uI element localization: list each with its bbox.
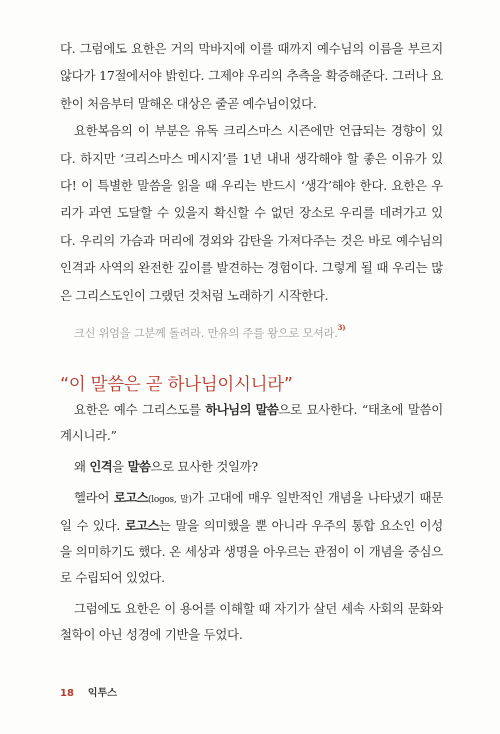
- emphasis: 말씀: [127, 459, 151, 474]
- text-run: 요한은 예수 그리스도를: [74, 402, 206, 417]
- text-run: 으로 묘사한 것일까?: [150, 459, 258, 474]
- text-run: 으로 묘사한다. “태초에 말씀이 계시니라.”: [60, 402, 443, 443]
- hymn-quote: [74, 325, 444, 341]
- section-paragraph-4: 그럼에도 요한은 이 용어를 이해할 때 자기가 살던 세속 사회의 문화와 철학이 아닌 성경에 기반을 두었다.: [60, 601, 443, 642]
- text-run: 헬라어: [74, 490, 114, 505]
- section-body: [60, 397, 443, 648]
- section-heading: “이 말씀은 곧 하나님이시니라”: [60, 375, 293, 395]
- text-run: 가 고대에 매우 일반적인 개념을 나타냈기 때문일 수 있다.: [60, 490, 443, 533]
- footnote-marker: 3): [337, 323, 346, 332]
- section-paragraph-3: [60, 485, 443, 591]
- emphasis: 인격: [89, 459, 113, 474]
- text-run: 는 말을 의미했을 뿐 아니라 우주의 통합 요소인 이성을 의미하기도 했다. 온 세상과 생명을 아우르는 관점이 이 개념을 중심으로 수립되어 있었다.: [60, 518, 443, 585]
- body-text: [60, 35, 443, 309]
- section-paragraph-1: [60, 397, 443, 449]
- gloss: (logos, 말): [148, 495, 192, 505]
- text-run: 을: [112, 459, 128, 474]
- emphasis: 하나님의 말씀: [205, 402, 279, 417]
- text-run: 왜: [74, 459, 90, 474]
- emphasis: 로고스: [113, 490, 149, 505]
- paragraph-1: 다. 그럼에도 요한은 거의 막바지에 이를 때까지 예수님의 이름을 부르지 않다가 17절에서야 밝힌다. 그제야 우리의 추측을 확증해준다. 그러나 요한이 처음부터 말해온 대상은 줄곧 예수님이었다.: [60, 41, 443, 111]
- section-paragraph-2: [60, 454, 443, 480]
- page-number: 18: [60, 688, 74, 699]
- book-title: 익투스: [87, 688, 117, 699]
- emphasis: 로고스: [124, 518, 159, 533]
- page-footer: [60, 684, 117, 699]
- paragraph-2: 요한복음의 이 부분은 유독 크리스마스 시즌에만 언급되는 경향이 있다. 하지만 ‘크리스마스 메시지’를 1년 내내 생각해야 할 좋은 이유가 있다! 이 특별한 말씀을 읽을 때 우리는 반드시 ‘생각’해야 한다. 요한은 우리가 과연 도달할 수 있을지 확신할 수 없던 장소로 우리를 데려가고 있다. 우리의 가슴과 머리에 경외와 감탄을 가져다주는 것은 바로 예수님의 인격과 사역의 완전한 깊이를 발견하는 경험이다. 그렇게 될 때 우리는 많은 그리스도인이 그랬던 것처럼 노래하기 시작한다.: [60, 123, 443, 303]
- hymn-quote-text: 크신 위엄을 그분께 돌려라. 만유의 주를 왕으로 모셔라.: [74, 327, 338, 340]
